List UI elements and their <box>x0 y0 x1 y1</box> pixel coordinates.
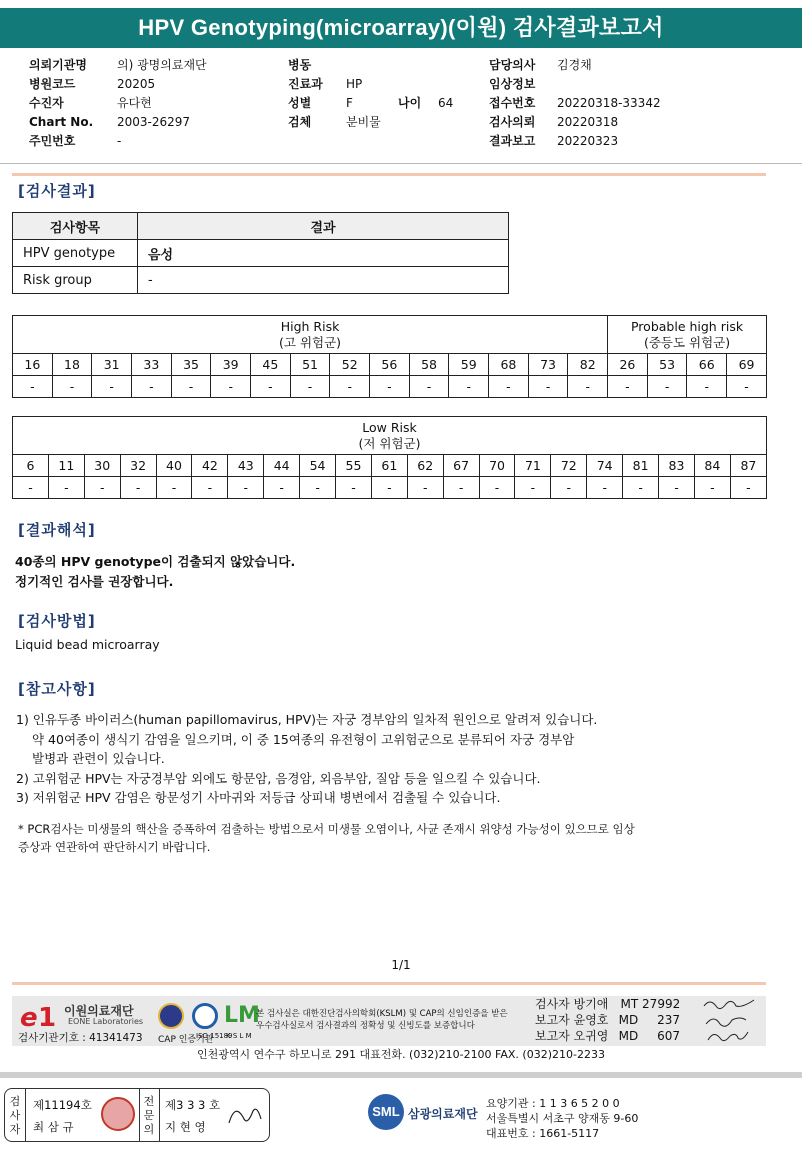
genotype-cell: 6 <box>13 455 49 477</box>
label-age: 나이 <box>398 96 422 110</box>
org-en: EONE Laboratories <box>68 1017 144 1026</box>
genotype-cell: 18 <box>52 354 92 376</box>
low-risk-types-row <box>13 455 767 477</box>
genotype-result-cell: - <box>132 376 172 398</box>
signer-no: 27992 <box>642 997 681 1011</box>
label-specimen: 검체 <box>288 115 312 129</box>
genotype-cell: 70 <box>479 455 515 477</box>
signer-role: 검사자 <box>535 997 570 1011</box>
value-request-date: 20220318 <box>557 115 619 129</box>
genotype-result-cell: - <box>623 477 659 499</box>
table-row <box>13 267 509 294</box>
genotype-cell: 61 <box>371 455 407 477</box>
label-accession-no: 접수번호 <box>489 96 536 110</box>
row-result: - <box>138 267 509 294</box>
genotype-cell: 52 <box>330 354 370 376</box>
address-line: 인천광역시 연수구 하모니로 291 대표전화. (032)210-2100 FAX. (032)210-2233 <box>197 1048 605 1061</box>
high-risk-header <box>13 316 608 354</box>
genotype-result-cell: - <box>727 376 767 398</box>
patient-info-col3 <box>489 56 661 151</box>
license-no: 제3 3 3 호 <box>165 1098 221 1112</box>
section-title-method: [검사방법] <box>18 612 96 630</box>
genotype-result-cell: - <box>84 477 120 499</box>
high-risk-types-row <box>13 354 767 376</box>
cap-seal-icon <box>158 1003 184 1029</box>
label-chart-no: Chart No. <box>29 115 94 129</box>
label-hospital-code: 병원코드 <box>29 77 76 91</box>
genotype-result-cell: - <box>290 376 330 398</box>
report-title: HPV Genotyping(microarray)(이원) 검사결과보고서 <box>0 8 802 48</box>
patient-info-col2 <box>288 56 454 132</box>
genotype-result-cell: - <box>687 376 727 398</box>
row-item: HPV genotype <box>13 240 138 267</box>
low-risk-table <box>12 416 767 499</box>
label-doctor: 담당의사 <box>489 58 536 72</box>
sml-logo <box>368 1094 478 1130</box>
result-table <box>12 212 509 294</box>
cert-statement <box>256 1008 508 1032</box>
genotype-cell: 74 <box>587 455 623 477</box>
genotype-cell: 73 <box>528 354 568 376</box>
row-item: Risk group <box>13 267 138 294</box>
genotype-cell: 32 <box>120 455 156 477</box>
genotype-result-cell: - <box>330 376 370 398</box>
genotype-result-cell: - <box>92 376 132 398</box>
sml-logo-icon: SML <box>368 1094 404 1130</box>
genotype-cell: 45 <box>251 354 291 376</box>
high-risk-title: High Risk <box>280 318 340 334</box>
divider <box>139 1089 140 1141</box>
label-report-date: 결과보고 <box>489 134 536 148</box>
signer-name: 방기애 <box>573 997 609 1011</box>
genotype-result-cell: - <box>156 477 192 499</box>
method-text: Liquid bead microarray <box>15 637 160 652</box>
value-hospital-code: 20205 <box>117 77 156 91</box>
head-item: 검사항목 <box>13 213 138 240</box>
genotype-cell: 87 <box>730 455 766 477</box>
signer-role: 보고자 <box>535 1013 570 1027</box>
value-doctor: 김경채 <box>557 58 592 72</box>
low-risk-results-row <box>13 477 767 499</box>
signer-role: 보고자 <box>535 1029 570 1043</box>
value-age: 64 <box>438 96 454 110</box>
high-risk-table <box>12 315 767 398</box>
genotype-cell: 16 <box>13 354 53 376</box>
genotype-cell: 54 <box>300 455 336 477</box>
genotype-cell: 44 <box>264 455 300 477</box>
genotype-result-cell: - <box>228 477 264 499</box>
divider <box>159 1089 160 1141</box>
stamp-icon <box>101 1097 135 1131</box>
divider <box>12 982 766 985</box>
divider <box>0 163 802 164</box>
value-patient: 유다현 <box>117 96 152 110</box>
probable-risk-header <box>608 316 767 354</box>
label-request-date: 검사의뢰 <box>489 115 536 129</box>
genotype-result-cell: - <box>264 477 300 499</box>
genotype-result-cell: - <box>48 477 84 499</box>
interpretation-line2: 정기적인 검사를 권장합니다. <box>15 574 174 589</box>
probable-risk-title: Probable high risk <box>630 318 744 334</box>
signer-no: 237 <box>657 1013 681 1027</box>
note-2: 2) 고위험군 HPV는 자궁경부암 외에도 항문암, 음경암, 외음부암, 질암 등을 일으킬 수 있습니다. <box>16 770 541 786</box>
genotype-cell: 71 <box>515 455 551 477</box>
signature-box <box>4 1088 270 1142</box>
genotype-result-cell: - <box>409 376 449 398</box>
genotype-result-cell: - <box>647 376 687 398</box>
genotype-result-cell: - <box>587 477 623 499</box>
genotype-result-cell: - <box>371 477 407 499</box>
value-specimen: 분비물 <box>346 115 381 129</box>
genotype-cell: 26 <box>608 354 648 376</box>
signer-row <box>535 1012 680 1028</box>
low-risk-subtitle: (저 위험군) <box>358 435 421 451</box>
iso-seal-icon <box>192 1003 218 1029</box>
genotype-cell: 11 <box>48 455 84 477</box>
cert-label-cap: CAP 인증기관 <box>158 1035 214 1045</box>
genotype-result-cell: - <box>407 477 443 499</box>
genotype-result-cell: - <box>13 477 49 499</box>
sml-info-line: 대표번호 : 1661-5117 <box>486 1127 600 1140</box>
genotype-result-cell: - <box>52 376 92 398</box>
divider <box>0 1072 802 1078</box>
signer-name: 윤영호 <box>573 1013 609 1027</box>
genotype-result-cell: - <box>13 376 53 398</box>
genotype-cell: 68 <box>489 354 529 376</box>
value-accession-no: 20220318-33342 <box>557 96 661 110</box>
genotype-result-cell: - <box>370 376 410 398</box>
vertical-label: 전문의 <box>143 1095 155 1136</box>
genotype-cell: 42 <box>192 455 228 477</box>
label-ward: 병동 <box>288 58 312 72</box>
genotype-result-cell: - <box>551 477 587 499</box>
value-sex: F <box>346 96 353 110</box>
note-1-cont: 발병과 관련이 있습니다. <box>32 751 165 766</box>
genotype-result-cell: - <box>336 477 372 499</box>
patient-info-col1 <box>29 56 207 151</box>
page-number: 1/1 <box>391 958 411 972</box>
license-no: 제11194호 <box>33 1098 92 1112</box>
footnote-line: 증상과 연관하여 판단하시기 바랍니다. <box>18 840 211 854</box>
genotype-cell: 55 <box>336 455 372 477</box>
genotype-cell: 81 <box>623 455 659 477</box>
value-hospital: 의) 광명의료재단 <box>117 58 207 72</box>
handwritten-signature-icon <box>225 1099 265 1133</box>
genotype-cell: 56 <box>370 354 410 376</box>
genotype-cell: 82 <box>568 354 608 376</box>
genotype-result-cell: - <box>251 376 291 398</box>
org-name: 이원의료재단 <box>64 1004 134 1018</box>
genotype-result-cell: - <box>515 477 551 499</box>
lab-number: 검사기관기호 : 41341473 <box>18 1032 143 1044</box>
high-risk-results-row <box>13 376 767 398</box>
label-patient: 수진자 <box>29 96 64 110</box>
genotype-cell: 84 <box>694 455 730 477</box>
vertical-label: 검사자 <box>9 1095 21 1136</box>
genotype-result-cell: - <box>489 376 529 398</box>
cert-text: 본 검사실은 대한진단검사의학회(KSLM) 및 CAP의 신임인증을 받은 <box>256 1009 508 1019</box>
cert-label-iso: ISO 15189 <box>196 1032 233 1040</box>
label-department: 진료과 <box>288 77 323 91</box>
reference-notes <box>16 710 597 808</box>
sml-info <box>486 1096 638 1141</box>
footnote <box>18 820 738 856</box>
genotype-result-cell: - <box>730 477 766 499</box>
divider <box>25 1089 26 1141</box>
genotype-result-cell: - <box>192 477 228 499</box>
footnote-line: * PCR검사는 미생물의 핵산을 증폭하여 검출하는 방법으로서 미생물 오염이나, 사균 존재시 위양성 가능성이 있으므로 임상 <box>18 822 635 836</box>
genotype-result-cell: - <box>300 477 336 499</box>
handwritten-signatures-icon <box>698 996 764 1046</box>
genotype-cell: 67 <box>443 455 479 477</box>
genotype-cell: 40 <box>156 455 192 477</box>
genotype-result-cell: - <box>694 477 730 499</box>
genotype-result-cell: - <box>568 376 608 398</box>
genotype-cell: 43 <box>228 455 264 477</box>
genotype-result-cell: - <box>528 376 568 398</box>
svg-text:e: e <box>20 1003 38 1030</box>
genotype-cell: 62 <box>407 455 443 477</box>
signer-name: 지 현 영 <box>165 1120 206 1134</box>
probable-risk-subtitle: (중등도 위험군) <box>643 334 731 350</box>
svg-text:1: 1 <box>38 1003 57 1030</box>
label-hospital: 의뢰기관명 <box>29 58 87 72</box>
genotype-result-cell: - <box>120 477 156 499</box>
genotype-cell: 35 <box>171 354 211 376</box>
label-resident-no: 주민번호 <box>29 134 76 148</box>
high-risk-subtitle: (고 위험군) <box>279 334 342 350</box>
genotype-cell: 58 <box>409 354 449 376</box>
genotype-cell: 83 <box>659 455 695 477</box>
signer-name: 최 삼 규 <box>33 1120 74 1134</box>
sml-info-line: 요양기관 : 1 1 3 6 5 2 0 0 <box>486 1097 620 1110</box>
signer-row <box>535 1028 680 1044</box>
row-result: 음성 <box>138 240 509 267</box>
divider <box>12 173 766 176</box>
cert-text: 우수검사실로서 검사결과의 정확성 및 신빙도를 보증합니다 <box>256 1021 475 1031</box>
signer-title: MD <box>618 1013 639 1027</box>
genotype-result-cell: - <box>171 376 211 398</box>
cert-label-kslm: K S L M <box>226 1032 252 1040</box>
note-3: 3) 저위험군 HPV 감염은 항문성기 사마귀와 저등급 상피내 병변에서 검출될 수 있습니다. <box>16 790 501 805</box>
note-1-cont: 약 40여종이 생식기 감염을 일으키며, 이 중 15여종의 유전형이 고위험군으로 분류되어 자궁 경부암 <box>32 731 575 747</box>
signer-title: MD <box>618 1029 639 1043</box>
low-risk-title: Low Risk <box>362 419 417 435</box>
sml-name: 삼광의료재단 <box>408 1107 478 1121</box>
head-result: 결과 <box>138 213 509 240</box>
note-1: 1) 인유두종 바이러스(human papillomavirus, HPV)는 자궁 경부암의 일차적 원인으로 알려져 있습니다. <box>16 712 598 727</box>
low-risk-header <box>13 417 767 455</box>
value-department: HP <box>346 77 363 91</box>
value-chart-no: 2003-26297 <box>117 115 191 129</box>
genotype-cell: 53 <box>647 354 687 376</box>
eone-logo-icon <box>20 1002 60 1030</box>
signers-list <box>535 996 680 1044</box>
signer-no: 607 <box>657 1029 681 1043</box>
genotype-cell: 31 <box>92 354 132 376</box>
interpretation-line1: 40종의 HPV genotype이 검출되지 않았습니다. <box>15 554 296 569</box>
genotype-result-cell: - <box>479 477 515 499</box>
label-sex: 성별 <box>288 96 312 110</box>
sml-info-line: 서울특별시 서초구 양재동 9-60 <box>486 1112 639 1125</box>
section-title-interpretation: [결과해석] <box>18 521 96 539</box>
genotype-cell: 51 <box>290 354 330 376</box>
signer-row <box>535 996 680 1012</box>
genotype-result-cell: - <box>608 376 648 398</box>
value-report-date: 20220323 <box>557 134 619 148</box>
value-resident-no: - <box>117 134 122 148</box>
genotype-cell: 69 <box>727 354 767 376</box>
kslm-logo-icon: LM <box>224 1003 260 1028</box>
genotype-result-cell: - <box>449 376 489 398</box>
genotype-cell: 39 <box>211 354 251 376</box>
genotype-result-cell: - <box>211 376 251 398</box>
footer-box <box>12 996 766 1046</box>
table-row <box>13 240 509 267</box>
genotype-cell: 59 <box>449 354 489 376</box>
label-clinical-info: 임상정보 <box>489 77 536 91</box>
genotype-result-cell: - <box>443 477 479 499</box>
signer-title: MT <box>620 997 639 1011</box>
signer-name: 오귀영 <box>573 1029 609 1043</box>
genotype-cell: 66 <box>687 354 727 376</box>
section-title-result: [검사결과] <box>18 182 96 200</box>
genotype-cell: 30 <box>84 455 120 477</box>
genotype-cell: 72 <box>551 455 587 477</box>
genotype-cell: 33 <box>132 354 172 376</box>
section-title-reference: [참고사항] <box>18 680 96 698</box>
genotype-result-cell: - <box>659 477 695 499</box>
